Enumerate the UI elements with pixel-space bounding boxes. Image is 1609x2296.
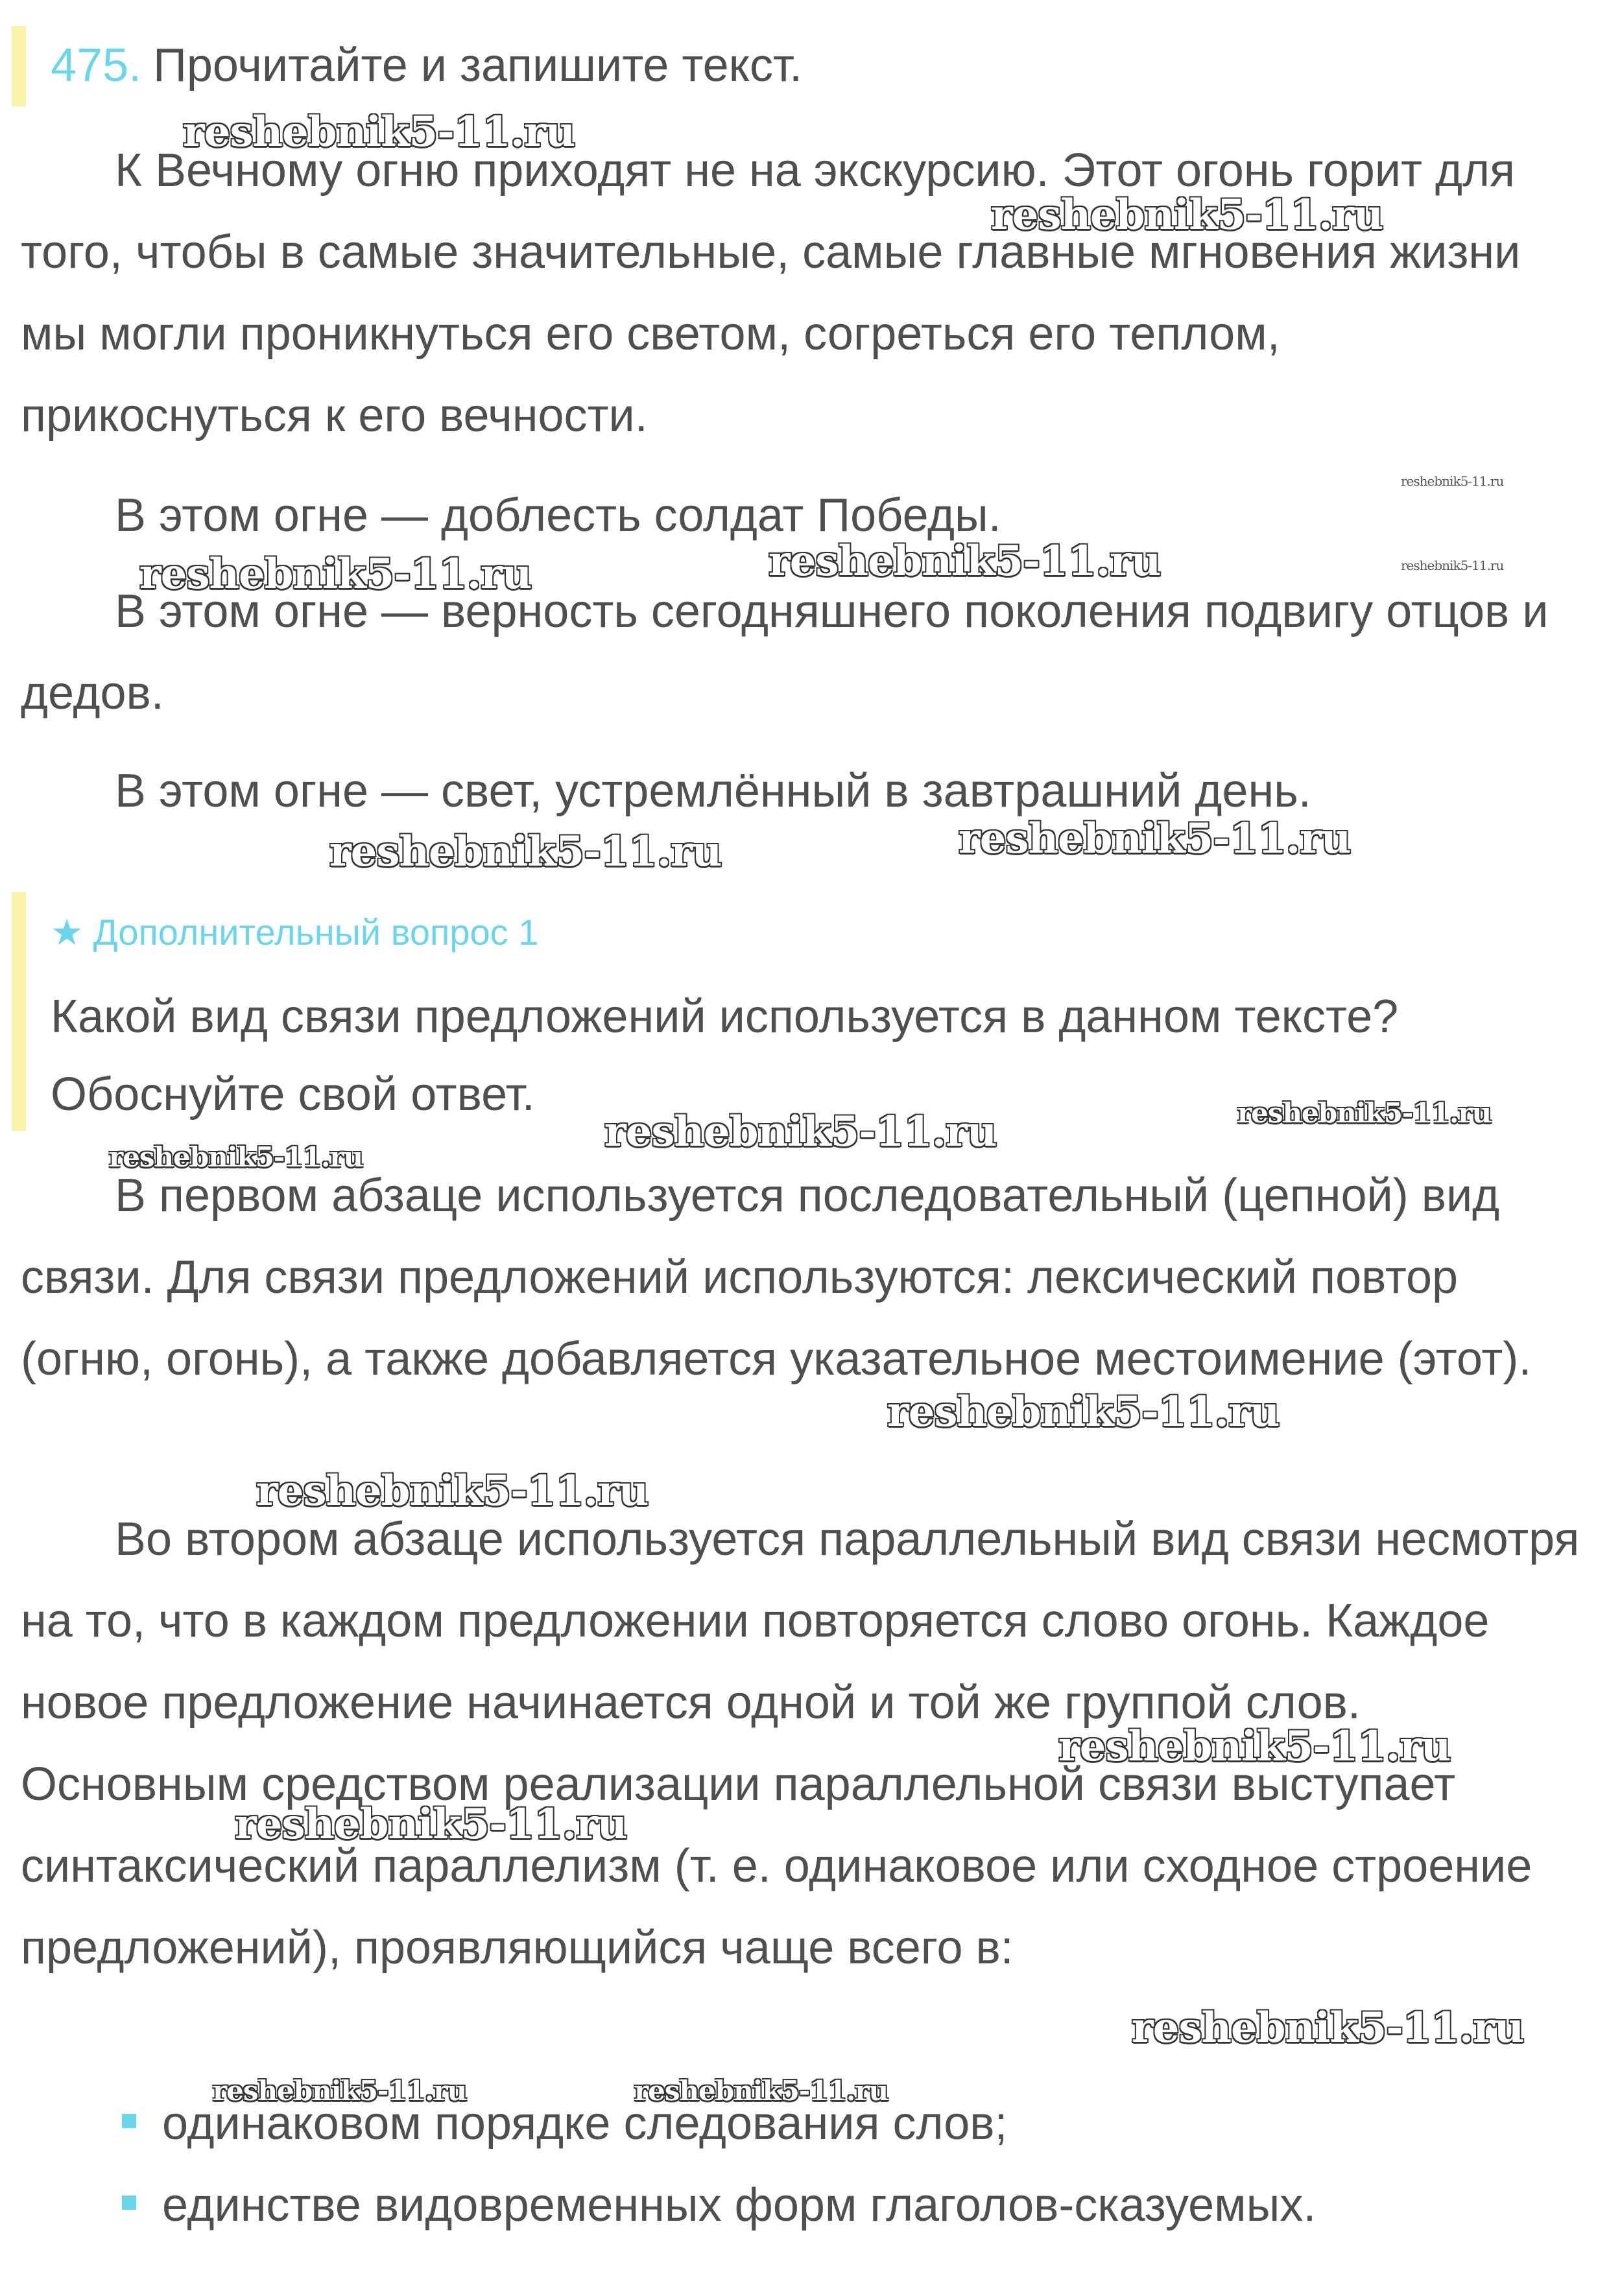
watermark: reshebnik5-11.ru	[959, 814, 1351, 863]
watermark: reshebnik5-11.ru	[213, 2075, 467, 2107]
watermark: reshebnik5-11.ru	[769, 537, 1161, 586]
paragraph-2: В этом огне — доблесть солдат Победы.	[115, 490, 1001, 541]
text-paragraph-3	[21, 571, 1583, 734]
watermark: reshebnik5-11.ru	[1058, 1722, 1451, 1771]
watermark: reshebnik5-11.ru	[139, 550, 532, 598]
watermark: reshebnik5-11.ru	[1401, 473, 1504, 489]
text-paragraph-2	[21, 475, 1583, 556]
extra-question-label: ★ Дополнительный вопрос 1	[51, 912, 539, 953]
list-item	[162, 2164, 1316, 2246]
text-paragraph-1	[21, 130, 1583, 456]
watermark: reshebnik5-11.ru	[329, 827, 722, 876]
answer-2: Во втором абзаце используется параллельный вид связи несмотря на то, что в каждом предложении повторяется слово огонь. Каждое новое предложение начинается одной и той же группой слов. Основным средством реализации параллельной связи выступает синтаксический параллелизм (т. е. одинаковое или сходное строение предложений), проявляющийся чаще всего в:	[21, 1513, 1580, 1974]
watermark: reshebnik5-11.ru	[1132, 2004, 1524, 2052]
bullet-text: одинаковом порядке следования слов;	[162, 2098, 1008, 2149]
bullet-icon	[122, 2195, 136, 2210]
paragraph-4: В этом огне — свет, устремлённый в завтрашний день.	[115, 765, 1311, 817]
watermark: reshebnik5-11.ru	[183, 108, 575, 156]
watermark: reshebnik5-11.ru	[1237, 1097, 1492, 1129]
bullet-icon	[122, 2114, 136, 2128]
answer-1: В первом абзаце используется последовательный (цепной) вид связи. Для связи предложений используются: лексический повтор (огню, огонь), а также добавляется указательное местоимение (этот).	[21, 1170, 1532, 1385]
watermark: reshebnik5-11.ru	[991, 191, 1383, 239]
watermark: reshebnik5-11.ru	[235, 1800, 627, 1849]
task-header	[12, 25, 1568, 106]
watermark: reshebnik5-11.ru	[256, 1467, 649, 1515]
watermark: reshebnik5-11.ru	[1401, 558, 1504, 573]
task-title: Прочитайте и запишите текст.	[153, 40, 802, 91]
extra-question-text: Какой вид связи предложений используется в данном тексте? Обоснуйте свой ответ.	[51, 991, 1399, 1120]
text-paragraph-4	[21, 750, 1583, 832]
answer-paragraph-2	[21, 1498, 1583, 1989]
extra-accent-bar	[12, 892, 26, 1131]
watermark: reshebnik5-11.ru	[887, 1388, 1280, 1436]
answer-paragraph-1	[21, 1155, 1583, 1400]
paragraph-3: В этом огне — верность сегодняшнего поколения подвигу отцов и дедов.	[21, 586, 1549, 719]
watermark: reshebnik5-11.ru	[109, 1141, 363, 1173]
answer-bullet-list	[162, 2083, 1316, 2246]
bullet-text: единстве видовременных форм глаголов-сказуемых.	[162, 2179, 1317, 2231]
paragraph-1: К Вечному огню приходят не на экскурсию. Этот огонь горит для того, чтобы в самые значительные, самые главные мгновения жизни мы могли проникнуться его светом, согреться его теплом, прикоснуться к его вечности.	[21, 145, 1521, 442]
task-number: 475.	[51, 40, 142, 91]
list-item	[162, 2083, 1316, 2164]
watermark: reshebnik5-11.ru	[604, 1107, 997, 1156]
watermark: reshebnik5-11.ru	[634, 2075, 888, 2107]
